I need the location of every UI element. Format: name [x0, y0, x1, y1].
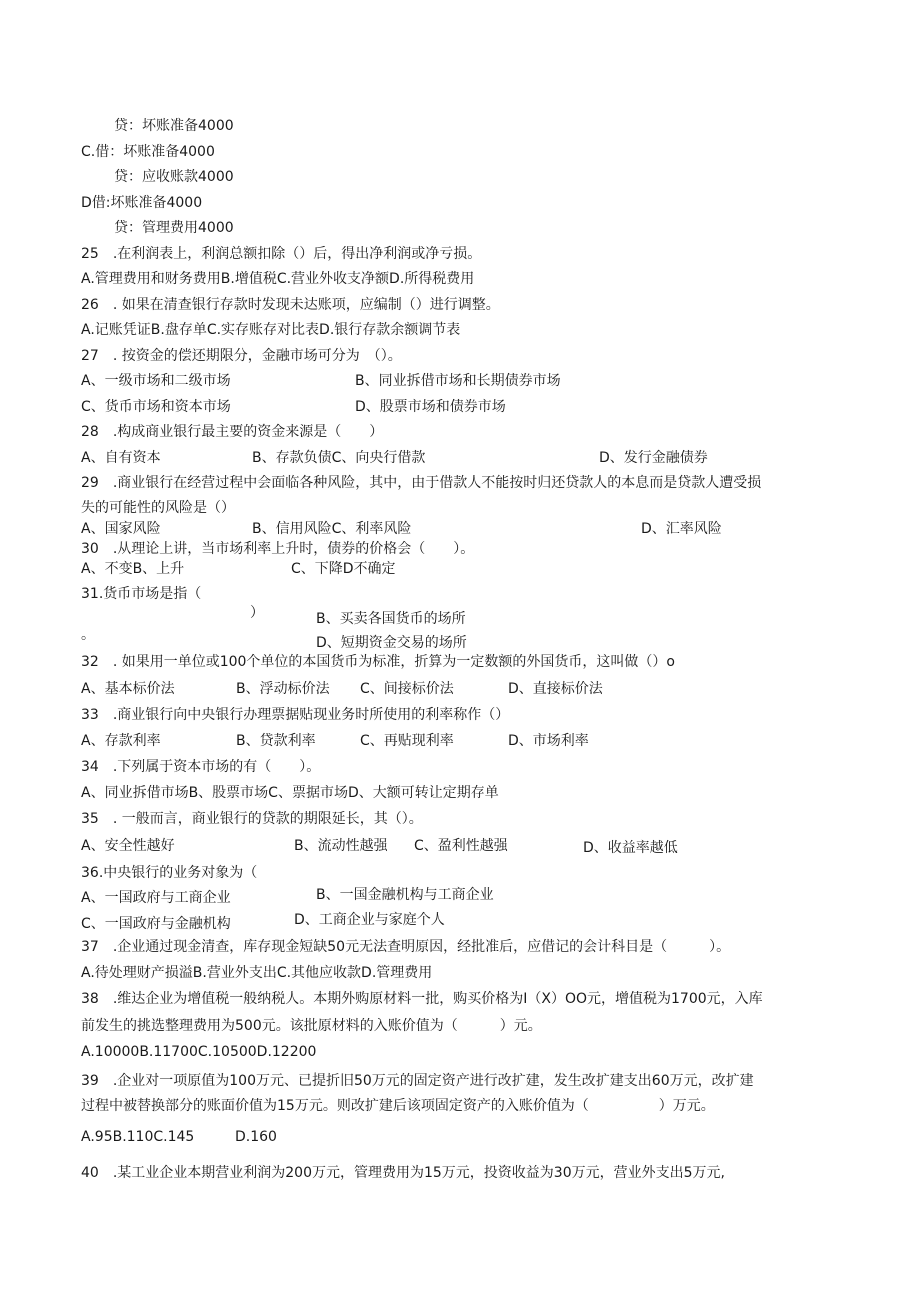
question-34-options: A、同业拆借市场B、股票市场C、票据市场D、大额可转让定期存单 — [81, 785, 499, 801]
question-39: 39 .企业对一项原值为100万元、已提折旧50万元的固定资产进行改扩建，发生改扩建支出60万元，改扩建 — [81, 1073, 754, 1089]
question-36-option-d: D、工商企业与家庭个人 — [294, 912, 445, 928]
question-38-cont: 前发生的挑选整理费用为500元。该批原材料的入账价值为（ ）元。 — [81, 1018, 542, 1034]
question-27-option-a: A、一级市场和二级市场 — [81, 373, 231, 389]
question-39-cont: 过程中被替换部分的账面价值为15万元。则改扩建后该项固定资产的入账价值为（ ）万元。 — [81, 1098, 715, 1114]
question-28-option-a: A、自有资本 — [81, 450, 161, 466]
question-36-option-c: C、一国政府与金融机构 — [81, 916, 231, 930]
question-37-options: A.待处理财产损溢B.营业外支出C.其他应收款D.管理费用 — [81, 965, 433, 981]
question-40: 40 .某工业企业本期营业利润为200万元，管理费用为15万元，投资收益为30万元，营业外支出5万元, — [81, 1165, 725, 1181]
option-d-debit: D借:坏账准备4000 — [81, 195, 203, 211]
question-29-option-d: D、汇率风险 — [641, 521, 722, 537]
question-35-option-c: C、盈利性越强 — [414, 838, 508, 854]
question-36-option-a: A、一国政府与工商企业 — [81, 890, 231, 906]
question-33-option-a: A、存款利率 — [81, 733, 161, 749]
question-31-option-d: D、短期资金交易的场所 — [316, 635, 467, 651]
question-32-option-a: A、基本标价法 — [81, 681, 175, 697]
question-35-option-d: D、收益率越低 — [583, 840, 678, 856]
question-38-options: A.10000B.11700C.10500D.12200 — [81, 1044, 317, 1060]
question-31: 31.货币市场是指（ — [81, 586, 202, 602]
option-c-debit: C.借：坏账准备4000 — [81, 144, 215, 160]
question-33-option-d: D、市场利率 — [508, 733, 589, 749]
entry-credit-bad-debt-reserve: 贷：坏账准备4000 — [114, 118, 234, 134]
question-35: 35 . 一般而言，商业银行的贷款的期限延长，其（）。 — [81, 811, 423, 827]
question-32-option-d: D、直接标价法 — [508, 681, 603, 697]
question-28: 28 .构成商业银行最主要的资金来源是（ ） — [81, 424, 384, 440]
question-33-option-b: B、贷款利率 — [236, 733, 316, 749]
question-27-option-b: B、同业拆借市场和长期债券市场 — [355, 373, 561, 389]
question-32-option-b: B、浮动标价法 — [236, 681, 330, 697]
question-30-option-cd: C、下降D不确定 — [291, 561, 396, 577]
question-38: 38 .维达企业为增值税一般纳税人。本期外购原材料一批，购买价格为I（X）OO元，增值税为1700元，入库 — [81, 991, 763, 1007]
question-27: 27 . 按资金的偿还期限分，金融市场可分为 （）。 — [81, 348, 402, 364]
question-32: 32 . 如果用一单位或100个单位的本国货币为标准，折算为一定数额的外国货币，这叫做（）o — [81, 654, 675, 670]
question-33-option-c: C、再贴现利率 — [360, 733, 454, 749]
question-37: 37 .企业通过现金清查，库存现金短缺50元无法查明原因，经批准后，应借记的会计科目是（ ）。 — [81, 939, 731, 955]
question-32-option-c: C、间接标价法 — [360, 681, 454, 697]
question-34: 34 .下列属于资本市场的有（ ）。 — [81, 759, 321, 775]
question-28-option-d: D、发行金融债券 — [599, 450, 708, 466]
question-29-cont: 失的可能性的风险是（） — [81, 500, 235, 516]
question-39-option-abc: A.95B.110C.145 — [81, 1129, 195, 1145]
question-36: 36.中央银行的业务对象为（ — [81, 865, 258, 881]
entry-credit-admin-expense: 贷：管理费用4000 — [114, 220, 234, 236]
question-30: 30 .从理论上讲，当市场利率上升时，债券的价格会（ ）。 — [81, 541, 475, 557]
question-26-options: A.记账凭证B.盘存单C.实存账存对比表D.银行存款余额调节表 — [81, 322, 461, 338]
question-31-dot: 。 — [81, 627, 95, 643]
question-39-option-d: D.160 — [235, 1129, 277, 1145]
question-26: 26 . 如果在清查银行存款时发现未达账项，应编制（）进行调整。 — [81, 297, 500, 313]
question-31-paren: ） — [250, 605, 264, 621]
question-27-option-d: D、股票市场和债券市场 — [355, 399, 506, 415]
question-33: 33 .商业银行向中央银行办理票据贴现业务时所使用的利率称作（） — [81, 707, 510, 723]
question-30-option-ab: A、不变B、上升 — [81, 561, 185, 577]
question-35-option-a: A、安全性越好 — [81, 838, 175, 854]
question-31-option-b: B、买卖各国货币的场所 — [316, 611, 466, 627]
question-35-option-b: B、流动性越强 — [294, 838, 388, 854]
entry-credit-receivable: 贷：应收账款4000 — [114, 169, 234, 185]
question-28-option-bc: B、存款负债C、向央行借款 — [252, 450, 426, 466]
question-36-option-b: B、一国金融机构与工商企业 — [316, 887, 494, 903]
question-29-option-a: A、国家风险 — [81, 521, 161, 537]
question-27-option-c: C、货币市场和资本市场 — [81, 399, 231, 415]
question-29-option-bc: B、信用风险C、利率风险 — [252, 521, 412, 537]
question-25-options: A.管理费用和财务费用B.增值税C.营业外收支净额D.所得税费用 — [81, 271, 475, 287]
question-29: 29 .商业银行在经营过程中会面临各种风险，其中，由于借款人不能按时归还贷款人的本息而是贷款人遭受损 — [81, 475, 762, 491]
question-25: 25 .在利润表上，利润总额扣除（）后，得出净利润或净亏损。 — [81, 246, 482, 262]
